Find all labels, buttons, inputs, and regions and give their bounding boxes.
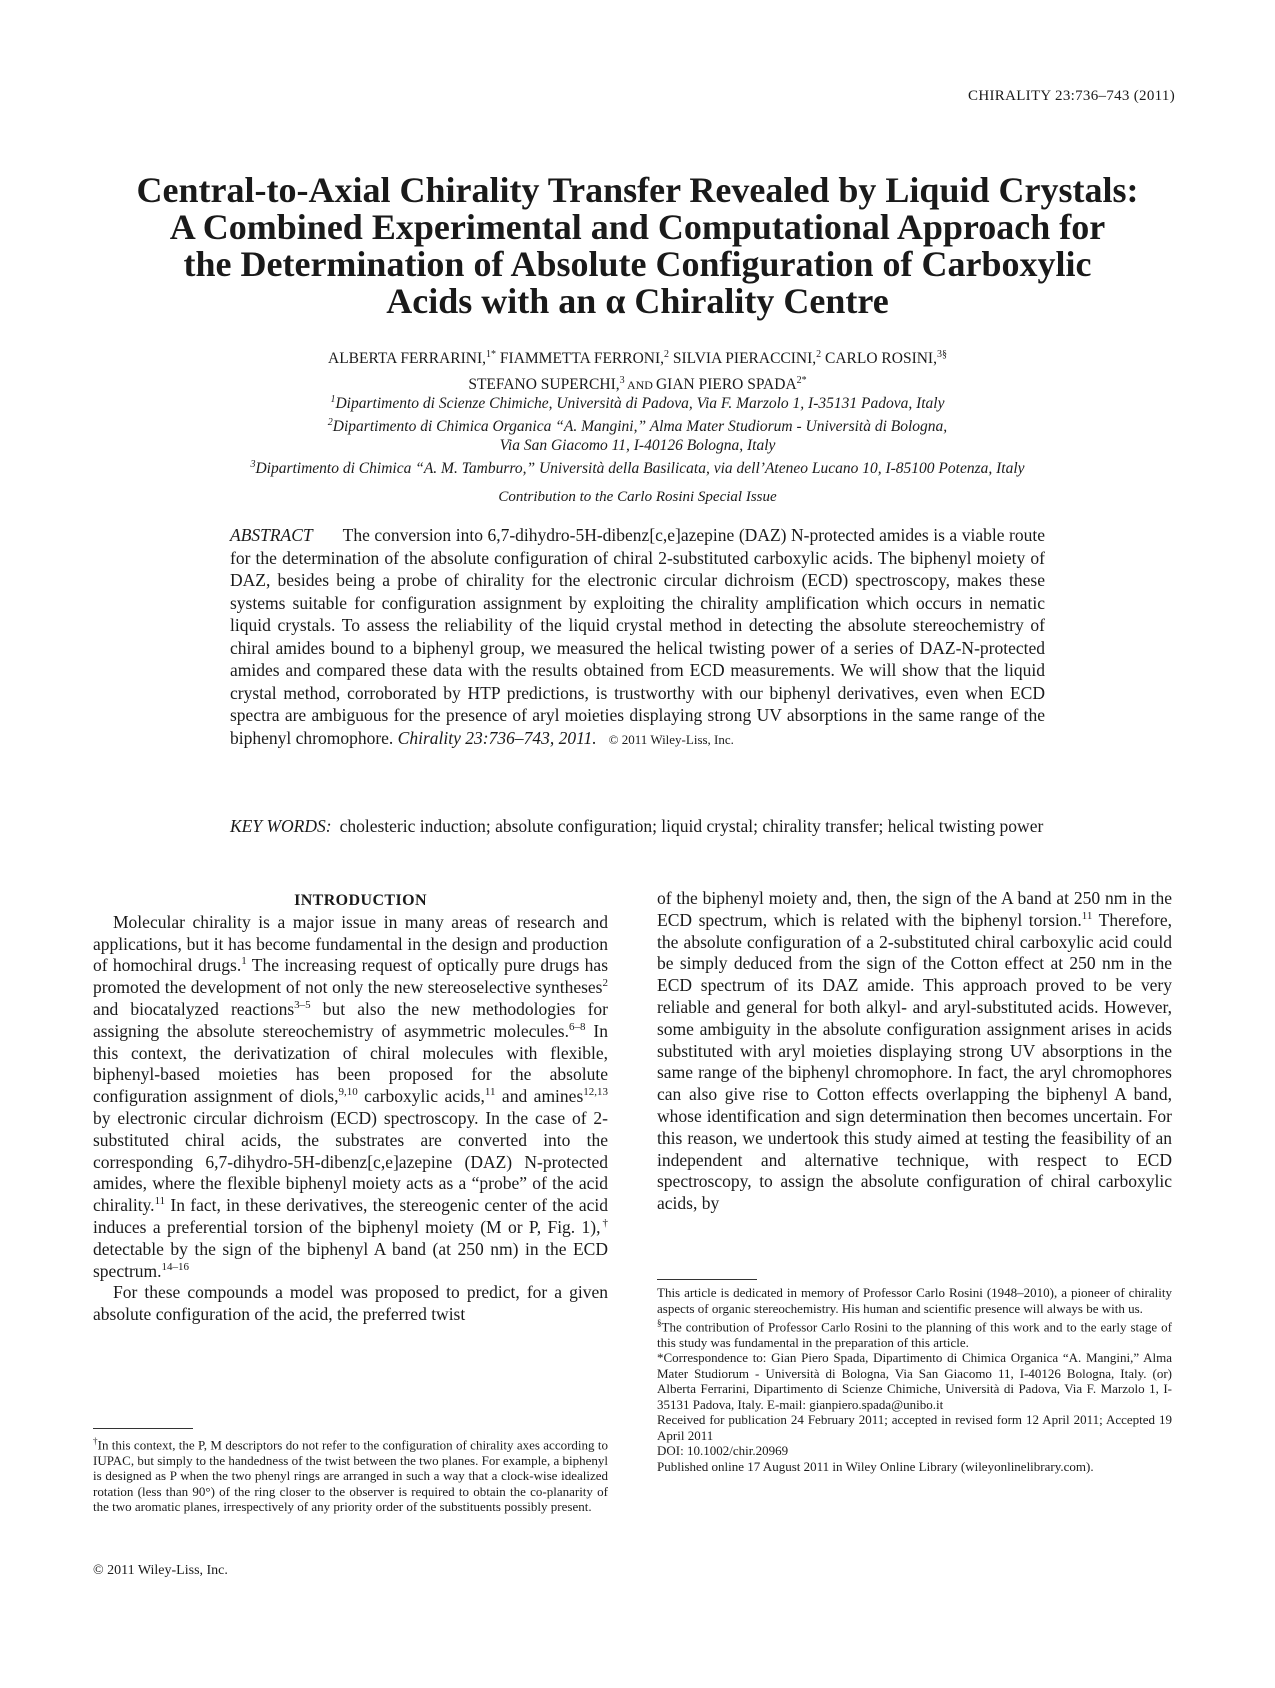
text-run: by electronic circular dichroism (ECD) spectroscopy. In the case of 2-substituted chiral acids, the substrates are converted into the corresponding 6,7-dihydro-5H-dibenz[c,e]azepine (DAZ) N-protected amides, where the flexible biphenyl moiety acts as a “probe” of the acid chirality. (93, 1107, 608, 1216)
text-run: of the biphenyl moiety and, then, the sign of the A band at 250 nm in the ECD spectrum, which is related with the biphenyl torsion. (657, 888, 1172, 930)
author-name: FIAMMETTA FERRONI, (496, 350, 665, 368)
text-run: carboxylic acids, (357, 1086, 485, 1107)
footnote-mark: † (93, 1436, 98, 1446)
citation-ref[interactable]: 11 (1081, 909, 1093, 922)
author-name: ALBERTA FERRARINI, (328, 350, 487, 368)
correspondence-note: *Correspondence to: Gian Piero Spada, Dipartimento di Chimica Organica “A. Mangini,” Alma Mater Studiorum - Università di Bologna, Via San Giacomo 11, I-40126 Bologna, Italy. (or) Alberta Ferrarini, Dipartimento di Scienze Chimiche, Università di Padova, Via F. Marzolo 1, I-35131 Padova, Italy. E-mail: gianpiero.spada@unibo.it (657, 1350, 1172, 1412)
article-title (110, 172, 1165, 320)
section-heading: INTRODUCTION (294, 892, 427, 909)
footnote-text: In this context, the P, M descriptors do not refer to the configuration of chirality axes according to IUPAC, but simply to the handedness of the twist between the two planes. For example, a biphenyl is designed as P when the two phenyl rings are arranged in such a way that a clock-wise idealized rotation (less than 90°) of the ring closer to the observer is required to obtain the co-planarity of the two aromatic planes, irrespectively of any priority order of the substituents possibly present. (93, 1437, 609, 1515)
title-line-1: Central-to-Axial Chirality Transfer Revealed by Liquid Crystals: (136, 170, 1139, 210)
author-affil-mark: 2* (796, 375, 807, 387)
footnote-mark: § (657, 1318, 662, 1328)
text-run: The increasing request of optically pure drugs has promoted the development of not only the new stereoselective syntheses (93, 955, 608, 998)
abstract-text: The conversion into 6,7-dihydro-5H-dibenz[c,e]azepine (DAZ) N-protected amides is a viable route for the determination of the absolute configuration of chiral 2-substituted carboxylic acids. The biphenyl moiety of DAZ, besides being a probe of chirality for the electronic circular dichroism (ECD) spectroscopy, makes these systems suitable for configuration assignment by exploiting the chirality amplification which occurs in nematic liquid crystals. To assess the reliability of the liquid crystal method in detecting the absolute stereochemistry of chiral amides bound to a biphenyl group, we measured the helical twisting power of a series of DAZ-N-protected amides and compared these data with the results obtained from ECD measurements. We will show that the liquid crystal method, corroborated by HTP predictions, is trustworthy with our biphenyl derivatives, even when ECD spectra are ambiguous for the presence of aryl moieties displaying strong UV absorptions in the same range of the biphenyl chromophore. (230, 525, 1045, 748)
footnote-left (93, 1434, 608, 1515)
abstract-copyright: © 2011 Wiley-Liss, Inc. (608, 731, 734, 747)
received-note: Received for publication 24 February 2011; accepted in revised form 12 April 2011; Accepted 19 April 2011 (657, 1412, 1172, 1443)
affil-text: Dipartimento di Chimica Organica “A. Mangini,” Alma Mater Studiorum - Università di Bologna, (332, 418, 948, 436)
text-run: In fact, in these derivatives, the stereogenic center of the acid induces a preferential torsion of the biphenyl moiety (M or P, Fig. 1), (93, 1195, 608, 1237)
citation-ref[interactable]: 11 (154, 1195, 166, 1208)
author-line-1 (110, 344, 1165, 370)
affil-text: Dipartimento di Chimica “A. M. Tamburro,” Università della Basilicata, via dell’Ateneo Lucano 10, I-85100 Potenza, Italy (255, 460, 1025, 478)
affiliation-2-line-2: Via San Giacomo 11, I-40126 Bologna, Italy (499, 437, 776, 455)
author-name: SILVIA PIERACCINI, (669, 350, 817, 368)
intro-paragraph-2-continued (657, 888, 1172, 1215)
abstract-label: ABSTRACT (230, 525, 313, 545)
author-name: GIAN PIERO SPADA (655, 376, 797, 394)
text-run: In this context, the derivatization of chiral molecules with flexible, biphenyl-based moieties has been proposed for the absolute configuration assignment of diols, (93, 1020, 608, 1107)
keywords (230, 815, 1045, 838)
title-line-4: Acids with an α Chirality Centre (386, 281, 889, 321)
author-name: STEFANO SUPERCHI, (468, 376, 620, 394)
footnote-text: The contribution of Professor Carlo Rosini to the planning of this work and to the early stage of this study was fundamental in the preparation of this article. (657, 1319, 1172, 1350)
text-run: Molecular chirality is a major issue in many areas of research and applications, but it has become fundamental in the design and production of homochiral drugs. (93, 911, 608, 976)
running-head: CHIRALITY 23:736–743 (2011) (968, 88, 1175, 104)
citation-ref[interactable]: 14–16 (161, 1260, 190, 1273)
author-name: CARLO ROSINI, (821, 350, 937, 368)
body-column-right (657, 888, 1172, 1215)
affiliation-3 (110, 455, 1165, 478)
keywords-text: cholesteric induction; absolute configuration; liquid crystal; chirality transfer; helical twisting power (339, 816, 1044, 836)
contribution-note (657, 1316, 1172, 1350)
text-run: and amines (495, 1086, 584, 1107)
citation-ref[interactable]: 3–5 (294, 999, 311, 1012)
intro-paragraph-1 (93, 912, 608, 1283)
keywords-label: KEY WORDS: (230, 816, 332, 836)
doi-note[interactable]: DOI: 10.1002/chir.20969 (657, 1443, 789, 1459)
affil-text: Dipartimento di Scienze Chimiche, Università di Padova, Via F. Marzolo 1, I-35131 Padova, Italy (335, 395, 945, 413)
affiliation-1 (110, 390, 1165, 413)
author-affil-mark: 2 (664, 349, 670, 360)
affiliation-2 (110, 413, 1165, 436)
citation-ref[interactable]: 11 (484, 1086, 496, 1099)
footnotes-right (657, 1285, 1172, 1474)
citation-ref[interactable]: 1 (241, 955, 247, 968)
affil-number: 2 (327, 417, 333, 429)
footnote-ref[interactable]: † (600, 1217, 608, 1230)
intro-paragraph-2: For these compounds a model was proposed to predict, for a given absolute configuration of the acid, the preferred twist (93, 1282, 608, 1325)
body-column-left (93, 890, 608, 1326)
special-issue-note: Contribution to the Carlo Rosini Special Issue (498, 489, 777, 505)
page-copyright: © 2011 Wiley-Liss, Inc. (93, 1563, 228, 1578)
author-list (110, 344, 1165, 396)
abstract (230, 524, 1045, 751)
text-run: but also the new methodologies for assigning the absolute stereochemistry of asymmetric molecules. (93, 998, 608, 1041)
author-conjunction: AND (624, 378, 656, 393)
title-line-2: A Combined Experimental and Computational Approach for (169, 207, 1106, 247)
text-run: detectable by the sign of the biphenyl A band (at 250 nm) in the ECD spectrum. (93, 1238, 608, 1281)
citation-ref[interactable]: 12,13 (583, 1086, 608, 1099)
dedication-note: This article is dedicated in memory of Professor Carlo Rosini (1948–2010), a pioneer of chirality aspects of organic stereochemistry. His human and scientific presence will always be with us. (657, 1285, 1172, 1316)
text-run: Therefore, the absolute configuration of a 2-substituted chiral carboxylic acid could be simply deduced from the sign of the Cotton effect at 250 nm in the ECD spectrum of its DAZ amide. This approach proved to be very reliable and general for both alkyl- and aryl-substituted acids. However, some ambiguity in the absolute configuration assignment arises in acids substituted with aryl moieties displaying strong UV absorptions in the same range of the biphenyl chromophore. In fact, the aryl chromophores can also give rise to Cotton effects overlapping the biphenyl A band, whose identification and sign determination then becomes uncertain. For this reason, we undertook this study aimed at testing the feasibility of an independent and alternative technique, with respect to ECD spectroscopy, to assign the absolute configuration of chiral carboxylic acids, by (657, 909, 1172, 1214)
author-affil-mark: 3 (619, 375, 625, 387)
citation-ref[interactable]: 6–8 (568, 1020, 586, 1033)
author-affil-mark: 2 (816, 349, 822, 360)
citation-ref[interactable]: 2 (602, 977, 608, 990)
affil-number: 3 (250, 459, 256, 471)
author-affil-mark: 1* (486, 349, 497, 360)
published-note: Published online 17 August 2011 in Wiley Online Library (wileyonlinelibrary.com). (657, 1458, 1094, 1474)
title-line-3: the Determination of Absolute Configuration of Carboxylic (183, 244, 1092, 284)
text-run: and biocatalyzed reactions (93, 998, 295, 1019)
abstract-citation: Chirality 23:736–743, 2011. (397, 727, 597, 748)
footnote-divider (93, 1428, 193, 1429)
author-affil-mark: 3§ (936, 349, 947, 360)
citation-ref[interactable]: 9,10 (338, 1086, 358, 1099)
footnote-divider (657, 1279, 757, 1280)
affiliations (110, 390, 1165, 478)
affil-number: 1 (330, 394, 336, 405)
